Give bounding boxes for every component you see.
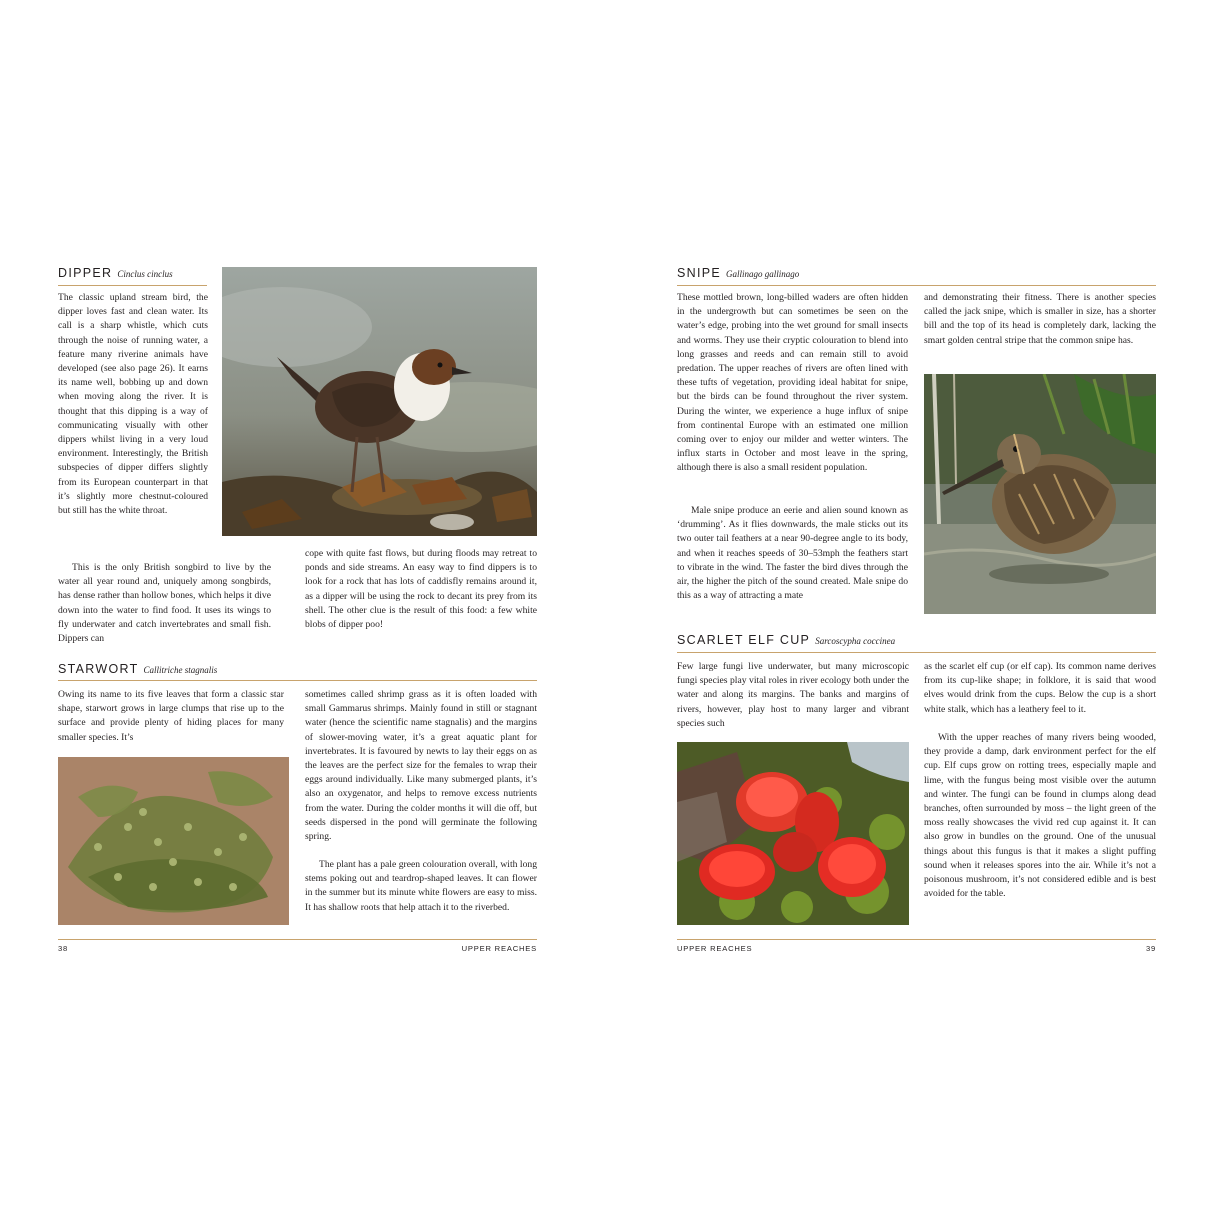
scarlet-elf-cup-heading (677, 633, 895, 647)
left-running-head: UPPER REACHES (461, 944, 537, 953)
snipe-paragraph-1: These mottled brown, long-billed waders are often hidden in the undergrowth but can sometimes be seen on the water’s edge, probing into the wet ground for small insects and worms. They use their cryptic colouration to blend into long grasses and reeds and can remain still to avoid predation. The upper reaches of rivers are often lined with these tufts of vegetation, providing ideal habitat for snipe, but the birds can be found throughout the river system. During the winter, we experience a huge influx of snipe from continental Europe with an estimated one million coming over to enjoy our milder and wetter winters. The influx starts in October and most leave in the spring, although there is also a small resident population. (677, 292, 908, 474)
starwort-name: STARWORT (58, 662, 139, 676)
snipe-latin-name: Gallinago gallinago (726, 269, 800, 279)
dipper-paragraph-3: cope with quite fast flows, but during floods may retreat to ponds and side streams. An easy way to find dippers is to look for a rock that has lots of caddisfly remains around it, as a dipper will be using the rock to decant its prey from its shell. The other clue is the result of this food: a few white blobs of dipper poo! (305, 548, 537, 631)
right-running-head: UPPER REACHES (677, 944, 753, 953)
left-footer-rule (58, 939, 537, 940)
elf-cup-paragraph-3: With the upper reaches of many rivers being wooded, they provide a damp, dark environment perfect for the elf cup. Elf cups grow on rotting trees, especially maple and lime, with the fungus being most visible over the autumn and winter. The fungi can be found in clumps along dead branches, often surrounded by moss – the light green of the moss really showcases the vivid red cup against it. It can also grow in bundles on the ground. One of the unusual things about this fungus is that it makes a slight puffing sound when it releases spores into the air. While it’s not a poisonous mushroom, it’s not considered edible and is best avoided for the table. (924, 732, 1156, 900)
dipper-paragraph-1: The classic upland stream bird, the dipper loves fast and clean water. Its call is a sharp whistle, which cuts through the noise of running water, a feature many riverine animals have developed (see also page 26). It earns its name well, bobbing up and down when moving along the river. It is thought that this dipping is a way of communicating visually with other dippers whilst living in a very loud environment. Interestingly, the British subspecies of dipper differs slightly from its European counterpart in that it’s slightly more chestnut-coloured but still has the white throat. (58, 292, 208, 517)
elf-cup-paragraph-1: Few large fungi live underwater, but many microscopic fungi species play vital roles in river ecology both under the water and along its margins. The banks and margins of rivers, however, play host to many larger and vibrant species such (677, 661, 909, 729)
starwort-photo (58, 757, 289, 925)
scarlet-elf-cup-fungus-icon (677, 742, 909, 925)
dipper-name: DIPPER (58, 266, 113, 280)
starwort-paragraph-1: Owing its name to its five leaves that form a classic star shape, starwort grows in large clumps that rise up to the surface and provide plenty of hiding places for many smaller species. It’s (58, 689, 284, 743)
scarlet-elf-cup-photo (677, 742, 909, 925)
starwort-paragraph-2: sometimes called shrimp grass as it is often loaded with small Gammarus shrimps. Mainly found in still or stagnant water (hence the scientific name stagnalis) and the margins of slower-moving water, it’s a great aquatic plant for invertebrates. It is favoured by newts to lay their eggs on as the leaves are the perfect size for the females to wrap their eggs around individually. Like many submerged plants, it’s also an oxygenator, and helps to remove excess nutrients from the water. During the colder months it will die off, but seeds dispersed in the pond will germinate the following spring. (305, 689, 537, 843)
dipper-photo (222, 267, 537, 536)
right-footer-rule (677, 939, 1156, 940)
snipe-paragraph-2: Male snipe produce an eerie and alien sound known as ‘drumming’. As it flies downwards, the male sticks out its two outer tail feathers at a near 90-degree angle to its body, and when it reaches speeds of 30–53mph the feathers start to vibrate in the wind. The faster the bird dives through the air, the higher the pitch of the sound created. Male snipe do this as a way of attracting a mate (677, 505, 908, 602)
dipper-paragraph-2: This is the only British songbird to live by the water all year round and, uniquely among songbirds, has dense rather than hollow bones, which helps it dive down into the water to find food. It uses its wings to fly underwater and catch invertebrates and small fish. Dippers can (58, 562, 271, 645)
dipper-latin-name: Cinclus cinclus (117, 269, 173, 279)
dipper-bird-icon (222, 267, 537, 536)
scarlet-elf-cup-heading-rule (677, 652, 1156, 653)
snipe-paragraph-3: and demonstrating their fitness. There is another species called the jack snipe, which is smaller in size, has a shorter bill and the top of its head is completely dark, lacking the smart golden central stripe that the common snipe has. (924, 292, 1156, 346)
starwort-latin-name: Callitriche stagnalis (143, 665, 218, 675)
starwort-heading (58, 662, 217, 676)
starwort-plant-icon (58, 757, 289, 925)
snipe-heading-rule (677, 285, 1156, 286)
right-page-number: 39 (1145, 944, 1156, 953)
right-page (607, 0, 1214, 1214)
starwort-paragraph-3: The plant has a pale green colouration overall, with long stems poking out and teardrop-shaped leaves. It can flower in the summer but its minute white flowers are easy to miss. It has shallow roots that help attach it to the riverbed. (305, 859, 537, 913)
snipe-photo (924, 374, 1156, 614)
dipper-heading (58, 266, 173, 280)
scarlet-elf-cup-latin-name: Sarcoscypha coccinea (815, 636, 896, 646)
snipe-name: SNIPE (677, 266, 722, 280)
snipe-bird-icon (924, 374, 1156, 614)
left-page-number: 38 (58, 944, 69, 953)
elf-cup-paragraph-2: as the scarlet elf cup (or elf cap). Its common name derives from its cup-like shape; in folklore, it is said that wood elves would drink from the cups. Below the cup is a short white stalk, which has a leathery feel to it. (924, 661, 1156, 715)
dipper-heading-rule (58, 285, 207, 286)
snipe-heading (677, 266, 799, 280)
scarlet-elf-cup-name: SCARLET ELF CUP (677, 633, 811, 647)
starwort-heading-rule (58, 680, 537, 681)
